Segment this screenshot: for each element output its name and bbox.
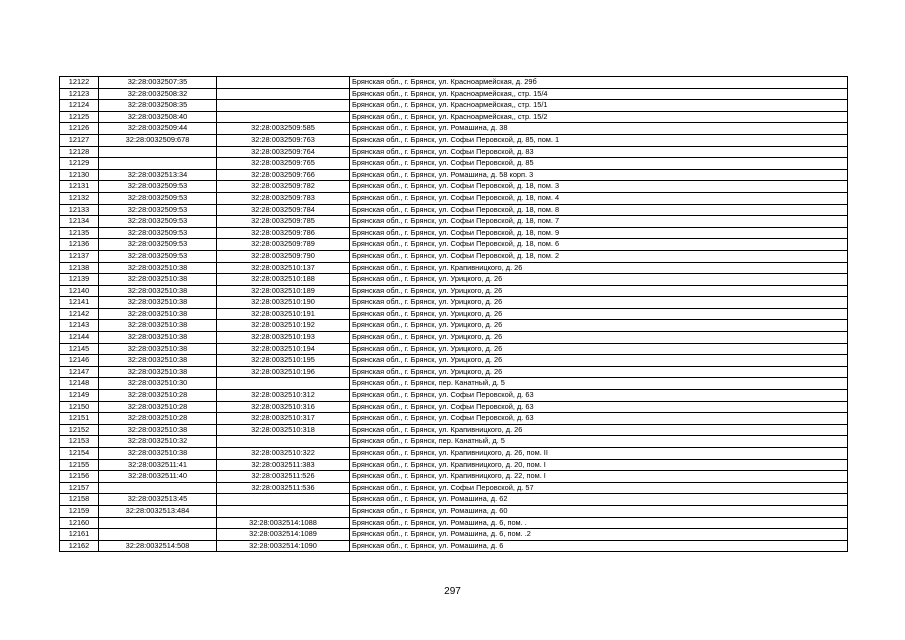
address-cell: Брянская обл., г. Брянск, ул. Софьи Перовской, д. 63 [350,401,848,413]
building-cadastral-number-cell: 32:28:0032510:192 [217,320,350,332]
row-number-cell: 12123 [60,88,99,100]
address-cell: Брянская обл., г. Брянск, ул. Урицкого, д. 26 [350,274,848,286]
land-cadastral-number-cell: 32:28:0032509:678 [99,134,217,146]
table-row [60,505,848,517]
row-number-cell: 12139 [60,274,99,286]
table-row [60,285,848,297]
address-cell: Брянская обл., г. Брянск, ул. Крапивницкого, д. 26 [350,262,848,274]
row-number-cell: 12141 [60,297,99,309]
table-row [60,413,848,425]
address-cell: Брянская обл., г. Брянск, ул. Софьи Перовской, д. 18, пом. 8 [350,204,848,216]
land-cadastral-number-cell: 32:28:0032510:38 [99,274,217,286]
building-cadastral-number-cell: 32:28:0032509:764 [217,146,350,158]
table-row [60,448,848,460]
table-row [60,401,848,413]
address-cell: Брянская обл., г. Брянск, ул. Урицкого, д. 26 [350,343,848,355]
table-row [60,111,848,123]
building-cadastral-number-cell [217,505,350,517]
table-row [60,158,848,170]
row-number-cell: 12146 [60,355,99,367]
row-number-cell: 12130 [60,169,99,181]
table-row [60,459,848,471]
row-number-cell: 12126 [60,123,99,135]
table-row [60,297,848,309]
row-number-cell: 12148 [60,378,99,390]
address-cell: Брянская обл., г. Брянск, ул. Софьи Перовской, д. 18, пом. 4 [350,192,848,204]
row-number-cell: 12147 [60,366,99,378]
building-cadastral-number-cell: 32:28:0032510:316 [217,401,350,413]
table-row [60,482,848,494]
building-cadastral-number-cell: 32:28:0032514:1090 [217,540,350,552]
address-cell: Брянская обл., г. Брянск, ул. Крапивницкого, д. 26, пом. II [350,448,848,460]
land-cadastral-number-cell: 32:28:0032510:38 [99,320,217,332]
land-cadastral-number-cell: 32:28:0032509:53 [99,250,217,262]
building-cadastral-number-cell: 32:28:0032510:137 [217,262,350,274]
address-cell: Брянская обл., г. Брянск, ул. Ромашина, д. 6, пом. .2 [350,529,848,541]
row-number-cell: 12144 [60,332,99,344]
building-cadastral-number-cell: 32:28:0032510:194 [217,343,350,355]
building-cadastral-number-cell: 32:28:0032510:190 [217,297,350,309]
land-cadastral-number-cell: 32:28:0032509:53 [99,192,217,204]
building-cadastral-number-cell: 32:28:0032509:789 [217,239,350,251]
building-cadastral-number-cell: 32:28:0032509:790 [217,250,350,262]
page-number: 297 [444,586,461,597]
address-cell: Брянская обл., г. Брянск, ул. Урицкого, д. 26 [350,297,848,309]
land-cadastral-number-cell: 32:28:0032509:44 [99,123,217,135]
table-row [60,192,848,204]
address-cell: Брянская обл., г. Брянск, ул. Красноармейская,, стр. 15/4 [350,88,848,100]
building-cadastral-number-cell: 32:28:0032509:784 [217,204,350,216]
table-row [60,77,848,89]
table-row [60,262,848,274]
land-cadastral-number-cell: 32:28:0032511:41 [99,459,217,471]
land-cadastral-number-cell: 32:28:0032510:38 [99,308,217,320]
land-cadastral-number-cell: 32:28:0032507:35 [99,77,217,89]
land-cadastral-number-cell: 32:28:0032509:53 [99,216,217,228]
building-cadastral-number-cell: 32:28:0032509:765 [217,158,350,170]
table-row [60,181,848,193]
table-row [60,332,848,344]
table-row [60,169,848,181]
building-cadastral-number-cell: 32:28:0032510:189 [217,285,350,297]
building-cadastral-number-cell: 32:28:0032510:196 [217,366,350,378]
building-cadastral-number-cell: 32:28:0032509:783 [217,192,350,204]
land-cadastral-number-cell: 32:28:0032510:38 [99,424,217,436]
address-cell: Брянская обл., г. Брянск, ул. Крапивницкого, д. 20, пом. I [350,459,848,471]
land-cadastral-number-cell: 32:28:0032510:38 [99,332,217,344]
land-cadastral-number-cell: 32:28:0032509:53 [99,239,217,251]
table-row [60,250,848,262]
land-cadastral-number-cell: 32:28:0032510:38 [99,262,217,274]
address-cell: Брянская обл., г. Брянск, ул. Софьи Перовской, д. 63 [350,390,848,402]
row-number-cell: 12137 [60,250,99,262]
table-row [60,424,848,436]
row-number-cell: 12133 [60,204,99,216]
address-cell: Брянская обл., г. Брянск, ул. Урицкого, д. 26 [350,332,848,344]
table-row [60,227,848,239]
table-row [60,355,848,367]
land-cadastral-number-cell: 32:28:0032513:45 [99,494,217,506]
row-number-cell: 12161 [60,529,99,541]
land-cadastral-number-cell: 32:28:0032510:38 [99,285,217,297]
table-row [60,471,848,483]
table-row [60,529,848,541]
row-number-cell: 12134 [60,216,99,228]
building-cadastral-number-cell [217,88,350,100]
row-number-cell: 12156 [60,471,99,483]
building-cadastral-number-cell: 32:28:0032509:785 [217,216,350,228]
building-cadastral-number-cell: 32:28:0032510:193 [217,332,350,344]
land-cadastral-number-cell: 32:28:0032510:38 [99,343,217,355]
address-cell: Брянская обл., г. Брянск, ул. Софьи Перовской, д. 63 [350,413,848,425]
land-cadastral-number-cell [99,517,217,529]
address-cell: Брянская обл., г. Брянск, ул. Урицкого, д. 26 [350,320,848,332]
table-row [60,123,848,135]
address-cell: Брянская обл., г. Брянск, ул. Ромашина, д. 38 [350,123,848,135]
table-row [60,494,848,506]
building-cadastral-number-cell [217,494,350,506]
land-cadastral-number-cell: 32:28:0032510:28 [99,390,217,402]
building-cadastral-number-cell: 32:28:0032511:383 [217,459,350,471]
address-cell: Брянская обл., г. Брянск, ул. Красноармейская, д. 29б [350,77,848,89]
building-cadastral-number-cell: 32:28:0032514:1088 [217,517,350,529]
address-cell: Брянская обл., г. Брянск, пер. Канатный, д. 5 [350,436,848,448]
building-cadastral-number-cell: 32:28:0032509:585 [217,123,350,135]
building-cadastral-number-cell [217,436,350,448]
land-cadastral-number-cell: 32:28:0032514:508 [99,540,217,552]
building-cadastral-number-cell: 32:28:0032514:1089 [217,529,350,541]
land-cadastral-number-cell: 32:28:0032513:34 [99,169,217,181]
row-number-cell: 12149 [60,390,99,402]
land-cadastral-number-cell [99,158,217,170]
building-cadastral-number-cell: 32:28:0032510:188 [217,274,350,286]
building-cadastral-number-cell: 32:28:0032510:191 [217,308,350,320]
table-row [60,540,848,552]
row-number-cell: 12145 [60,343,99,355]
address-cell: Брянская обл., г. Брянск, ул. Урицкого, д. 26 [350,285,848,297]
table-row [60,517,848,529]
register-table-body [60,77,848,552]
address-cell: Брянская обл., г. Брянск, ул. Ромашина, д. 62 [350,494,848,506]
building-cadastral-number-cell [217,77,350,89]
table-row [60,366,848,378]
table-row [60,239,848,251]
building-cadastral-number-cell: 32:28:0032509:782 [217,181,350,193]
address-cell: Брянская обл., г. Брянск, ул. Софьи Перовской, д. 85 [350,158,848,170]
building-cadastral-number-cell: 32:28:0032511:536 [217,482,350,494]
address-cell: Брянская обл., г. Брянск, ул. Ромашина, д. 6 [350,540,848,552]
building-cadastral-number-cell: 32:28:0032510:317 [217,413,350,425]
table-row [60,343,848,355]
address-cell: Брянская обл., г. Брянск, ул. Ромашина, д. 60 [350,505,848,517]
table-row [60,216,848,228]
address-cell: Брянская обл., г. Брянск, пер. Канатный, д. 5 [350,378,848,390]
address-cell: Брянская обл., г. Брянск, ул. Софьи Перовской, д. 85, пом. 1 [350,134,848,146]
address-cell: Брянская обл., г. Брянск, ул. Урицкого, д. 26 [350,366,848,378]
table-row [60,390,848,402]
building-cadastral-number-cell: 32:28:0032509:763 [217,134,350,146]
building-cadastral-number-cell: 32:28:0032509:766 [217,169,350,181]
row-number-cell: 12124 [60,100,99,112]
address-cell: Брянская обл., г. Брянск, ул. Софьи Перовской, д. 18, пом. 7 [350,216,848,228]
table-row [60,88,848,100]
building-cadastral-number-cell: 32:28:0032510:318 [217,424,350,436]
address-cell: Брянская обл., г. Брянск, ул. Софьи Перовской, д. 57 [350,482,848,494]
row-number-cell: 12155 [60,459,99,471]
row-number-cell: 12142 [60,308,99,320]
building-cadastral-number-cell: 32:28:0032510:312 [217,390,350,402]
land-cadastral-number-cell: 32:28:0032510:38 [99,366,217,378]
address-cell: Брянская обл., г. Брянск, ул. Софьи Перовской, д. 18, пом. 6 [350,239,848,251]
address-cell: Брянская обл., г. Брянск, ул. Урицкого, д. 26 [350,308,848,320]
table-row [60,134,848,146]
property-register-table [59,76,848,552]
row-number-cell: 12128 [60,146,99,158]
land-cadastral-number-cell: 32:28:0032509:53 [99,204,217,216]
address-cell: Брянская обл., г. Брянск, ул. Софьи Перовской, д. 18, пом. 9 [350,227,848,239]
row-number-cell: 12154 [60,448,99,460]
building-cadastral-number-cell: 32:28:0032509:786 [217,227,350,239]
row-number-cell: 12151 [60,413,99,425]
land-cadastral-number-cell: 32:28:0032510:32 [99,436,217,448]
address-cell: Брянская обл., г. Брянск, ул. Софьи Перовской, д. 18, пом. 2 [350,250,848,262]
land-cadastral-number-cell: 32:28:0032509:53 [99,181,217,193]
row-number-cell: 12135 [60,227,99,239]
building-cadastral-number-cell [217,378,350,390]
address-cell: Брянская обл., г. Брянск, ул. Крапивницкого, д. 22, пом. I [350,471,848,483]
address-cell: Брянская обл., г. Брянск, ул. Красноармейская,, стр. 15/2 [350,111,848,123]
land-cadastral-number-cell: 32:28:0032509:53 [99,227,217,239]
land-cadastral-number-cell: 32:28:0032510:38 [99,448,217,460]
building-cadastral-number-cell: 32:28:0032510:322 [217,448,350,460]
land-cadastral-number-cell: 32:28:0032510:30 [99,378,217,390]
land-cadastral-number-cell: 32:28:0032511:40 [99,471,217,483]
address-cell: Брянская обл., г. Брянск, ул. Урицкого, д. 26 [350,355,848,367]
row-number-cell: 12157 [60,482,99,494]
land-cadastral-number-cell: 32:28:0032508:40 [99,111,217,123]
row-number-cell: 12122 [60,77,99,89]
row-number-cell: 12160 [60,517,99,529]
building-cadastral-number-cell [217,100,350,112]
land-cadastral-number-cell: 32:28:0032510:38 [99,355,217,367]
table-row [60,436,848,448]
land-cadastral-number-cell [99,529,217,541]
row-number-cell: 12143 [60,320,99,332]
row-number-cell: 12131 [60,181,99,193]
row-number-cell: 12153 [60,436,99,448]
address-cell: Брянская обл., г. Брянск, ул. Софьи Перовской, д. 18, пом. 3 [350,181,848,193]
table-row [60,204,848,216]
address-cell: Брянская обл., г. Брянск, ул. Ромашина, д. 6, пом. . [350,517,848,529]
row-number-cell: 12150 [60,401,99,413]
row-number-cell: 12129 [60,158,99,170]
row-number-cell: 12127 [60,134,99,146]
land-cadastral-number-cell: 32:28:0032508:32 [99,88,217,100]
table-row [60,320,848,332]
table-row [60,308,848,320]
land-cadastral-number-cell: 32:28:0032510:38 [99,297,217,309]
land-cadastral-number-cell: 32:28:0032513:484 [99,505,217,517]
land-cadastral-number-cell: 32:28:0032510:28 [99,413,217,425]
building-cadastral-number-cell [217,111,350,123]
building-cadastral-number-cell: 32:28:0032510:195 [217,355,350,367]
land-cadastral-number-cell [99,146,217,158]
table-row [60,146,848,158]
row-number-cell: 12136 [60,239,99,251]
row-number-cell: 12132 [60,192,99,204]
address-cell: Брянская обл., г. Брянск, ул. Крапивницкого, д. 26 [350,424,848,436]
row-number-cell: 12158 [60,494,99,506]
row-number-cell: 12140 [60,285,99,297]
address-cell: Брянская обл., г. Брянск, ул. Софьи Перовской, д. 83 [350,146,848,158]
row-number-cell: 12159 [60,505,99,517]
address-cell: Брянская обл., г. Брянск, ул. Красноармейская,, стр. 15/1 [350,100,848,112]
table-row [60,378,848,390]
row-number-cell: 12138 [60,262,99,274]
table-row [60,274,848,286]
building-cadastral-number-cell: 32:28:0032511:526 [217,471,350,483]
land-cadastral-number-cell: 32:28:0032508:35 [99,100,217,112]
row-number-cell: 12125 [60,111,99,123]
row-number-cell: 12152 [60,424,99,436]
address-cell: Брянская обл., г. Брянск, ул. Ромашина, д. 58 корп. 3 [350,169,848,181]
row-number-cell: 12162 [60,540,99,552]
land-cadastral-number-cell [99,482,217,494]
table-row [60,100,848,112]
land-cadastral-number-cell: 32:28:0032510:28 [99,401,217,413]
